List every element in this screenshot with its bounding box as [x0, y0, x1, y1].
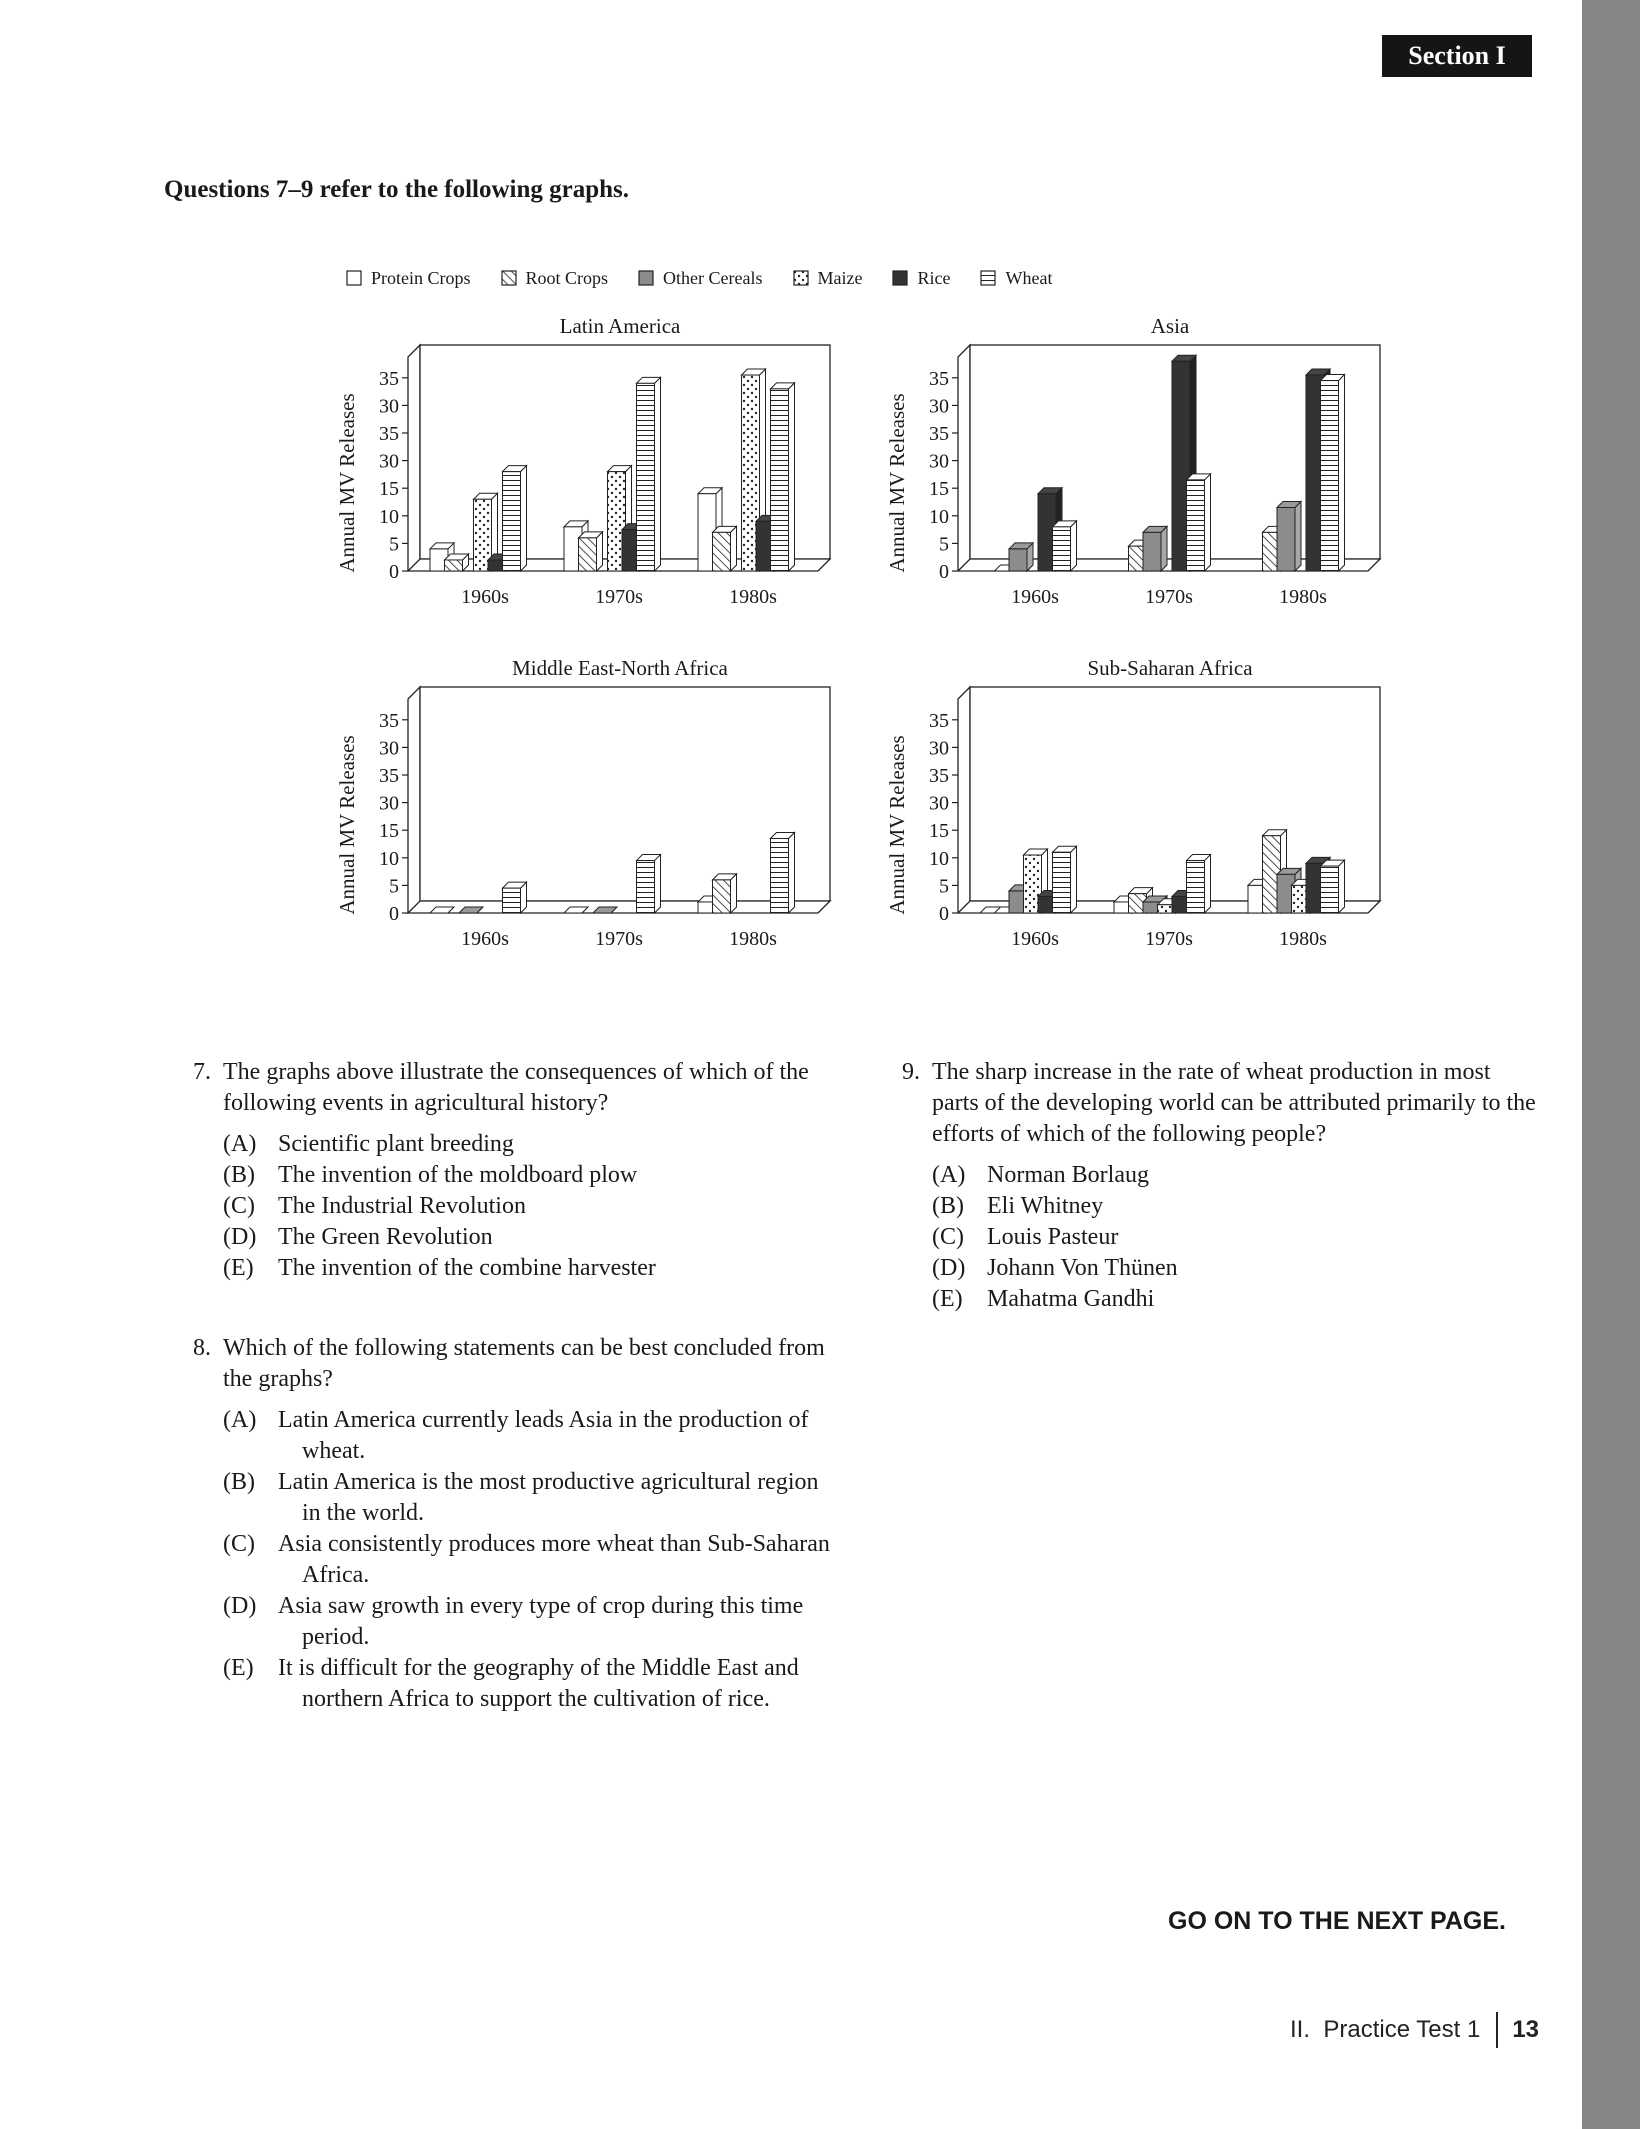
svg-text:1980s: 1980s — [1279, 586, 1327, 608]
legend-item-protein-crops — [346, 268, 471, 289]
option-letter: (C) — [932, 1224, 964, 1250]
svg-text:30: 30 — [379, 792, 399, 815]
chart-title: Sub-Saharan Africa — [1087, 657, 1253, 680]
svg-text:15: 15 — [929, 820, 949, 843]
svg-text:1980s: 1980s — [729, 586, 777, 608]
svg-text:1970s: 1970s — [595, 586, 643, 608]
option-letter: (A) — [223, 1407, 257, 1433]
svg-text:30: 30 — [929, 450, 949, 473]
option-text: Asia consistently produces more wheat than Sub-Saharan Africa. — [278, 1531, 830, 1588]
svg-text:5: 5 — [939, 875, 949, 898]
svg-text:30: 30 — [929, 792, 949, 815]
answer-option-b[interactable] — [223, 1160, 833, 1191]
questions-intro: Questions 7–9 refer to the following graphs. — [164, 176, 630, 203]
svg-text:1980s: 1980s — [1279, 928, 1327, 950]
option-text: The invention of the moldboard plow — [278, 1162, 638, 1188]
svg-text:1960s: 1960s — [461, 928, 509, 950]
go-on-next-page: GO ON TO THE NEXT PAGE. — [1168, 1907, 1507, 1935]
option-text: Asia saw growth in every type of crop during this time period. — [278, 1593, 804, 1650]
bar-chart-svg — [880, 657, 1400, 957]
legend-label: Rice — [917, 267, 951, 288]
legend-item-wheat — [980, 268, 1052, 289]
question-stem: The graphs above illustrate the consequences of which of the following events in agricultural history? — [223, 1059, 809, 1116]
root-crops-swatch-icon — [501, 270, 517, 286]
option-letter: (B) — [223, 1162, 255, 1188]
answer-option-d[interactable] — [223, 1222, 833, 1253]
answer-option-d[interactable] — [223, 1591, 833, 1653]
answer-option-a[interactable] — [223, 1129, 833, 1160]
svg-text:10: 10 — [379, 847, 399, 870]
svg-text:30: 30 — [379, 395, 399, 418]
answer-option-c[interactable] — [932, 1222, 1542, 1253]
legend-item-maize — [793, 268, 863, 289]
svg-text:30: 30 — [379, 450, 399, 473]
page-footer — [1290, 2010, 1539, 2050]
y-axis-label: Annual MV Releases — [335, 393, 359, 573]
svg-text:35: 35 — [929, 423, 949, 445]
option-text: The invention of the combine harvester — [278, 1255, 656, 1281]
svg-text:1980s: 1980s — [729, 928, 777, 950]
option-text: The Green Revolution — [278, 1224, 493, 1250]
svg-text:35: 35 — [379, 765, 399, 787]
other-cereals-swatch-icon — [638, 270, 654, 286]
rice-swatch-icon — [892, 270, 908, 286]
answer-option-e[interactable] — [932, 1284, 1542, 1315]
maize-swatch-icon — [793, 270, 809, 286]
legend-item-root-crops — [501, 268, 609, 289]
y-axis-label: Annual MV Releases — [885, 735, 909, 915]
option-letter: (A) — [932, 1162, 966, 1188]
svg-text:35: 35 — [379, 367, 399, 390]
option-letter: (D) — [223, 1224, 257, 1250]
svg-text:35: 35 — [379, 423, 399, 445]
svg-text:1970s: 1970s — [1145, 586, 1193, 608]
legend-item-other-cereals — [638, 268, 762, 289]
answer-option-c[interactable] — [223, 1529, 833, 1591]
svg-text:30: 30 — [929, 395, 949, 418]
option-letter: (E) — [223, 1255, 254, 1281]
answer-option-b[interactable] — [932, 1191, 1542, 1222]
svg-text:10: 10 — [379, 505, 399, 528]
option-text: It is difficult for the geography of the Middle East and northern Africa to support the cultivation of rice. — [278, 1655, 799, 1712]
option-letter: (D) — [223, 1593, 257, 1619]
page-number: 13 — [1512, 2016, 1540, 2043]
option-letter: (E) — [932, 1286, 963, 1312]
answer-option-e[interactable] — [223, 1253, 833, 1284]
option-text: Latin America currently leads Asia in the production of wheat. — [278, 1407, 809, 1464]
svg-text:5: 5 — [389, 533, 399, 556]
question-7 — [193, 1057, 833, 1284]
question-number: 9. — [902, 1059, 920, 1085]
option-text: Latin America is the most productive agricultural region in the world. — [278, 1469, 819, 1526]
option-text: Louis Pasteur — [987, 1224, 1119, 1250]
option-letter: (A) — [223, 1131, 257, 1157]
svg-text:15: 15 — [379, 820, 399, 843]
svg-text:35: 35 — [379, 709, 399, 732]
y-axis-label: Annual MV Releases — [885, 393, 909, 573]
svg-text:15: 15 — [929, 478, 949, 501]
svg-text:10: 10 — [929, 847, 949, 870]
option-letter: (C) — [223, 1531, 255, 1557]
svg-text:0: 0 — [389, 561, 399, 583]
svg-text:0: 0 — [939, 903, 949, 925]
option-text: Norman Borlaug — [987, 1162, 1149, 1188]
bar-chart-svg — [330, 315, 850, 615]
answer-option-b[interactable] — [223, 1467, 833, 1529]
chart-title: Latin America — [559, 315, 681, 338]
section-label-text: Section I — [1408, 41, 1506, 70]
option-text: Scientific plant breeding — [278, 1131, 514, 1157]
chart-asia — [880, 315, 1400, 620]
answer-option-e[interactable] — [223, 1653, 833, 1715]
chart-sub-saharan-africa — [880, 657, 1400, 962]
answer-option-a[interactable] — [223, 1405, 833, 1467]
svg-text:30: 30 — [379, 737, 399, 760]
svg-text:5: 5 — [389, 875, 399, 898]
footer-divider — [1496, 2012, 1498, 2048]
svg-text:1960s: 1960s — [1011, 586, 1059, 608]
option-letter: (B) — [932, 1193, 964, 1219]
legend-label: Maize — [817, 267, 863, 288]
chart-title: Middle East-North Africa — [512, 657, 728, 680]
chart-latin-america — [330, 315, 850, 620]
option-text: The Industrial Revolution — [278, 1193, 526, 1219]
option-text: Mahatma Gandhi — [987, 1286, 1155, 1312]
option-letter: (E) — [223, 1655, 254, 1681]
bar-chart-svg — [880, 315, 1400, 615]
svg-text:1960s: 1960s — [461, 586, 509, 608]
svg-text:35: 35 — [929, 765, 949, 787]
book-part-label: II. Practice Test 1 — [1290, 2016, 1481, 2043]
svg-text:1970s: 1970s — [1145, 928, 1193, 950]
legend-label: Wheat — [1005, 267, 1053, 288]
svg-text:1960s: 1960s — [1011, 928, 1059, 950]
option-letter: (D) — [932, 1255, 966, 1281]
legend-label: Protein Crops — [371, 267, 471, 288]
legend-item-rice — [892, 268, 950, 289]
svg-text:15: 15 — [379, 478, 399, 501]
answer-option-d[interactable] — [932, 1253, 1542, 1284]
page-edge-tab — [1582, 0, 1640, 2129]
question-stem: Which of the following statements can be best concluded from the graphs? — [223, 1335, 825, 1392]
svg-text:5: 5 — [939, 533, 949, 556]
svg-text:0: 0 — [389, 903, 399, 925]
wheat-swatch-icon — [980, 270, 996, 286]
answer-option-c[interactable] — [223, 1191, 833, 1222]
svg-text:35: 35 — [929, 709, 949, 732]
chart-title: Asia — [1150, 315, 1190, 338]
protein-crops-swatch-icon — [346, 270, 362, 286]
question-8 — [193, 1333, 833, 1715]
option-letter: (B) — [223, 1469, 255, 1495]
option-text: Eli Whitney — [987, 1193, 1104, 1219]
question-number: 8. — [193, 1335, 211, 1361]
option-letter: (C) — [223, 1193, 255, 1219]
svg-text:30: 30 — [929, 737, 949, 760]
chart-middle-east-north-africa — [330, 657, 850, 962]
legend-label: Other Cereals — [663, 267, 763, 288]
svg-text:35: 35 — [929, 367, 949, 390]
section-label — [1382, 35, 1532, 77]
svg-text:10: 10 — [929, 505, 949, 528]
y-axis-label: Annual MV Releases — [335, 735, 359, 915]
question-9 — [902, 1057, 1542, 1315]
chart-legend — [346, 266, 1082, 290]
question-number: 7. — [193, 1059, 211, 1085]
svg-text:0: 0 — [939, 561, 949, 583]
legend-label: Root Crops — [525, 267, 609, 288]
svg-text:1970s: 1970s — [595, 928, 643, 950]
bar-chart-svg — [330, 657, 850, 957]
question-stem: The sharp increase in the rate of wheat production in most parts of the developing world can be attributed primarily to the efforts of which of the following people? — [932, 1059, 1536, 1147]
option-text: Johann Von Thünen — [987, 1255, 1178, 1281]
answer-option-a[interactable] — [932, 1160, 1542, 1191]
